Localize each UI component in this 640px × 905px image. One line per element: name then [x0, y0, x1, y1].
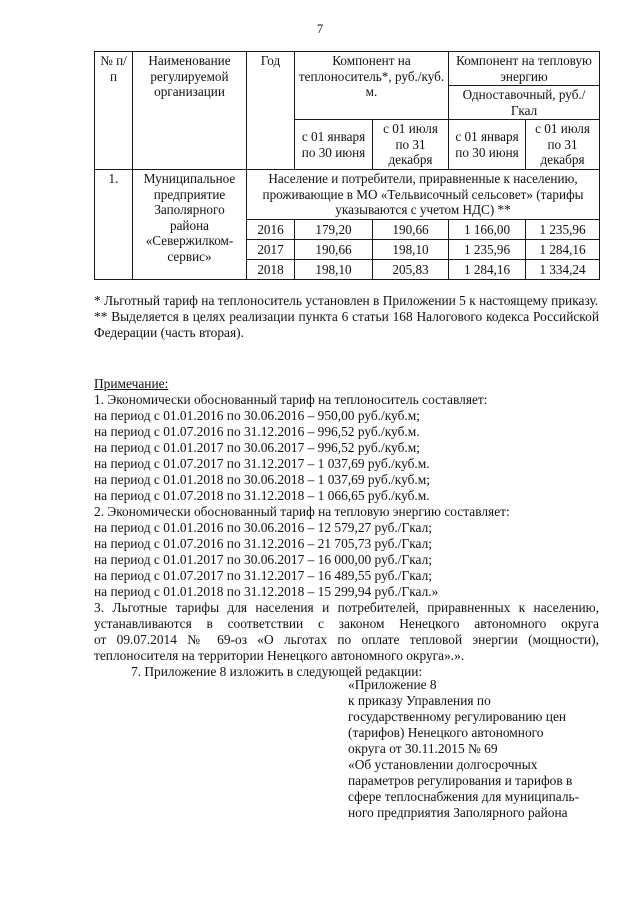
- value-cell: 179,20: [295, 220, 373, 240]
- appendix-block: [348, 677, 600, 821]
- header-org: Наименование регулируемой организации: [133, 52, 247, 170]
- note-line: на период с 01.01.2018 по 31.12.2018 – 15 299,94 руб./Гкал.»: [94, 584, 439, 599]
- year-cell: 2017: [247, 240, 295, 260]
- appendix-line: «Об установлении долгосрочных: [348, 757, 538, 772]
- value-cell: 190,66: [373, 220, 449, 240]
- value-cell: 190,66: [295, 240, 373, 260]
- header-single-rate: Одноставочный, руб./Гкал: [449, 86, 600, 120]
- header-period-1: с 01 января по 30 июня: [295, 120, 373, 170]
- appendix-line: «Приложение 8: [348, 677, 437, 692]
- note-item-2-title: 2. Экономически обоснованный тариф на тепловую энергию составляет:: [94, 504, 510, 519]
- note-line: на период с 01.01.2016 по 30.06.2016 – 12 579,27 руб./Гкал;: [94, 520, 432, 535]
- org-name: Муниципальное предприятие Заполярного района «Севержилком-сервис»: [133, 170, 247, 280]
- header-num: № п/п: [95, 52, 133, 170]
- note-item-1-title: 1. Экономически обоснованный тариф на теплоноситель составляет:: [94, 392, 488, 407]
- header-energy: Компонент на тепловую энергию: [449, 52, 600, 86]
- tariff-table: [94, 51, 600, 280]
- row-number: 1.: [95, 170, 133, 280]
- note-section: [94, 376, 599, 680]
- appendix-line: ного предприятия Заполярного района: [348, 805, 568, 820]
- note-item-3-line: устанавливаются в соответствии с законом Ненецкого автономного округа: [94, 616, 599, 631]
- value-cell: 1 235,96: [526, 220, 600, 240]
- value-cell: 1 235,96: [449, 240, 526, 260]
- year-cell: 2018: [247, 260, 295, 280]
- appendix-line: сфере теплоснабжения для муниципаль-: [348, 789, 580, 804]
- appendix-line: к приказу Управления по: [348, 693, 491, 708]
- note-title: Примечание:: [94, 376, 169, 391]
- category-cell: Население и потребители, приравненные к населению, проживающие в МО «Тельвисочный сельсовет» (тарифы указываются с учетом НДС) **: [247, 170, 600, 220]
- note-line: на период с 01.01.2017 по 30.06.2017 – 996,52 руб./куб.м;: [94, 440, 420, 455]
- value-cell: 1 284,16: [449, 260, 526, 280]
- appendix-line: параметров регулирования и тарифов в: [348, 773, 573, 788]
- note-line: на период с 01.07.2018 по 31.12.2018 – 1 066,65 руб./куб.м.: [94, 488, 430, 503]
- footnote-1: * Льготный тариф на теплоноситель установлен в Приложении 5 к настоящему приказу.: [94, 293, 599, 308]
- appendix-line: (тарифов) Ненецкого автономного: [348, 725, 544, 740]
- note-line: на период с 01.01.2018 по 30.06.2018 – 1 037,69 руб./куб.м;: [94, 472, 430, 487]
- value-cell: 1 334,24: [526, 260, 600, 280]
- note-line: на период с 01.07.2016 по 31.12.2016 – 996,52 руб./куб.м.: [94, 424, 420, 439]
- note-line: на период с 01.01.2016 по 30.06.2016 – 950,00 руб./куб.м;: [94, 408, 420, 423]
- appendix-line: округа от 30.11.2015 № 69: [348, 741, 498, 756]
- header-period-3: с 01 января по 30 июня: [449, 120, 526, 170]
- value-cell: 205,83: [373, 260, 449, 280]
- page-number: 7: [316, 22, 324, 36]
- note-line: на период с 01.01.2017 по 30.06.2017 – 16 000,00 руб./Гкал;: [94, 552, 432, 567]
- value-cell: 1 166,00: [449, 220, 526, 240]
- value-cell: 198,10: [295, 260, 373, 280]
- note-item-3-line: теплоносителя на территории Ненецкого автономного округа».».: [94, 648, 465, 663]
- header-period-4: с 01 июля по 31 декабря: [526, 120, 600, 170]
- value-cell: 198,10: [373, 240, 449, 260]
- note-line: на период с 01.07.2017 по 31.12.2017 – 1 037,69 руб./куб.м.: [94, 456, 430, 471]
- item-7: 7. Приложение 8 изложить в следующей редакции:: [131, 664, 423, 679]
- note-item-3-line: 3. Льготные тарифы для населения и потребителей, приравненных к населению,: [94, 600, 599, 615]
- note-item-3-line: от 09.07.2014 № 69-оз «О льготах по оплате тепловой энергии (мощности),: [94, 632, 599, 647]
- year-cell: 2016: [247, 220, 295, 240]
- header-carrier: Компонент на теплоноситель*, руб./куб. м.: [295, 52, 449, 120]
- footnotes: [94, 293, 599, 341]
- note-line: на период с 01.07.2017 по 31.12.2017 – 16 489,55 руб./Гкал;: [94, 568, 432, 583]
- value-cell: 1 284,16: [526, 240, 600, 260]
- header-year: Год: [247, 52, 295, 170]
- header-period-2: с 01 июля по 31 декабря: [373, 120, 449, 170]
- note-line: на период с 01.07.2016 по 31.12.2016 – 21 705,73 руб./Гкал;: [94, 536, 432, 551]
- footnote-2: ** Выделяется в целях реализации пункта 6 статьи 168 Налогового кодекса Российской Федерации (часть вторая).: [94, 309, 599, 340]
- appendix-line: государственному регулированию цен: [348, 709, 567, 724]
